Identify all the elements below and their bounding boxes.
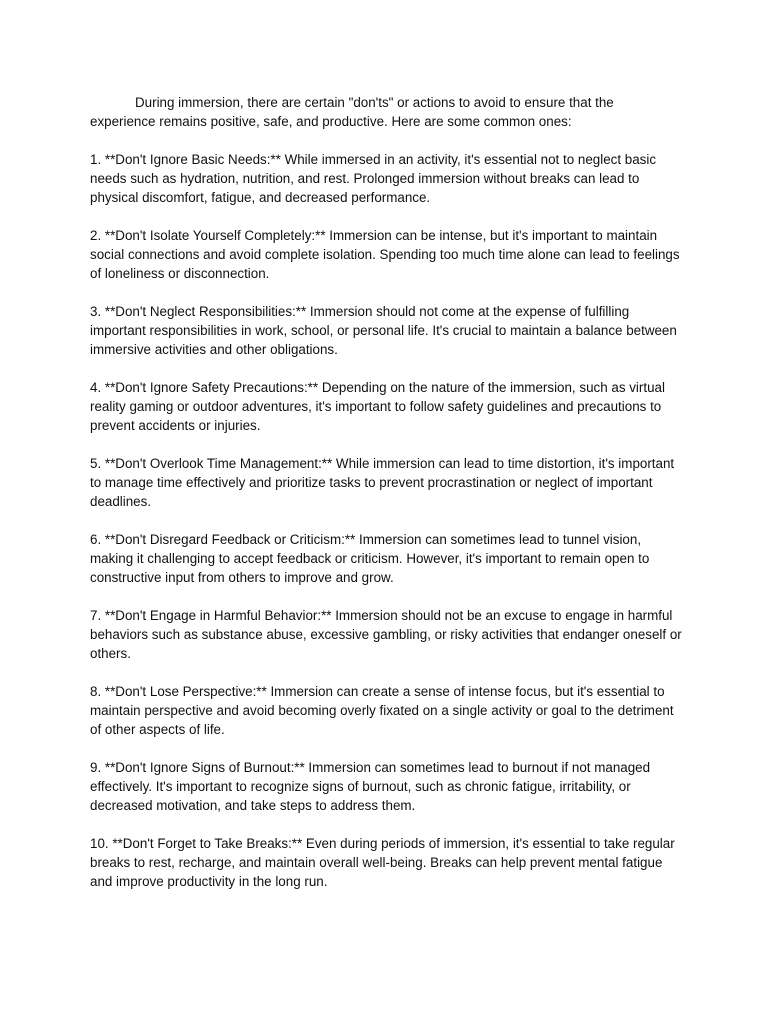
list-item-isolation: 2. **Don't Isolate Yourself Completely:** Immersion can be intense, but it's important to maintain social connections and avoid complete isolation. Spending too much time alone can lead to feelings of loneliness or disconnection. <box>90 228 680 281</box>
intro-paragraph: During immersion, there are certain "don'ts" or actions to avoid to ensure that the experience remains positive, safe, and productive. Here are some common ones: <box>90 95 614 129</box>
list-item-basic-needs: 1. **Don't Ignore Basic Needs:** While immersed in an activity, it's essential not to neglect basic needs such as hydration, nutrition, and rest. Prolonged immersion without breaks can lead to physical discomfort, fatigue, and decreased performance. <box>90 152 657 205</box>
list-item-time-management: 5. **Don't Overlook Time Management:** While immersion can lead to time distortion, it's important to manage time effectively and prioritize tasks to prevent procrastination or neglect of important deadlines. <box>90 456 675 509</box>
list-item-breaks: 10. **Don't Forget to Take Breaks:** Even during periods of immersion, it's essential to take regular breaks to rest, recharge, and maintain overall well-being. Breaks can help prevent mental fatigue and improve productivity in the long run. <box>90 836 675 889</box>
list-item-perspective: 8. **Don't Lose Perspective:** Immersion can create a sense of intense focus, but it's essential to maintain perspective and avoid becoming overly fixated on a single activity or goal to the detriment of other aspects of life. <box>90 684 674 737</box>
list-item-responsibilities: 3. **Don't Neglect Responsibilities:** Immersion should not come at the expense of fulfilling important responsibilities in work, school, or personal life. It's crucial to maintain a balance between immersive activities and other obligations. <box>90 304 677 357</box>
list-item-feedback: 6. **Don't Disregard Feedback or Criticism:** Immersion can sometimes lead to tunnel vision, making it challenging to accept feedback or criticism. However, it's important to remain open to constructive input from others to improve and grow. <box>90 532 650 585</box>
document-page <box>90 93 682 891</box>
list-item-safety: 4. **Don't Ignore Safety Precautions:** Depending on the nature of the immersion, such as virtual reality gaming or outdoor adventures, it's important to follow safety guidelines and precautions to prevent accidents or injuries. <box>90 380 665 433</box>
list-item-burnout: 9. **Don't Ignore Signs of Burnout:** Immersion can sometimes lead to burnout if not managed effectively. It's important to recognize signs of burnout, such as chronic fatigue, irritability, or decreased motivation, and take steps to address them. <box>90 760 651 813</box>
list-item-harmful-behavior: 7. **Don't Engage in Harmful Behavior:** Immersion should not be an excuse to engage in harmful behaviors such as substance abuse, excessive gambling, or risky activities that endanger oneself or others. <box>90 608 682 661</box>
